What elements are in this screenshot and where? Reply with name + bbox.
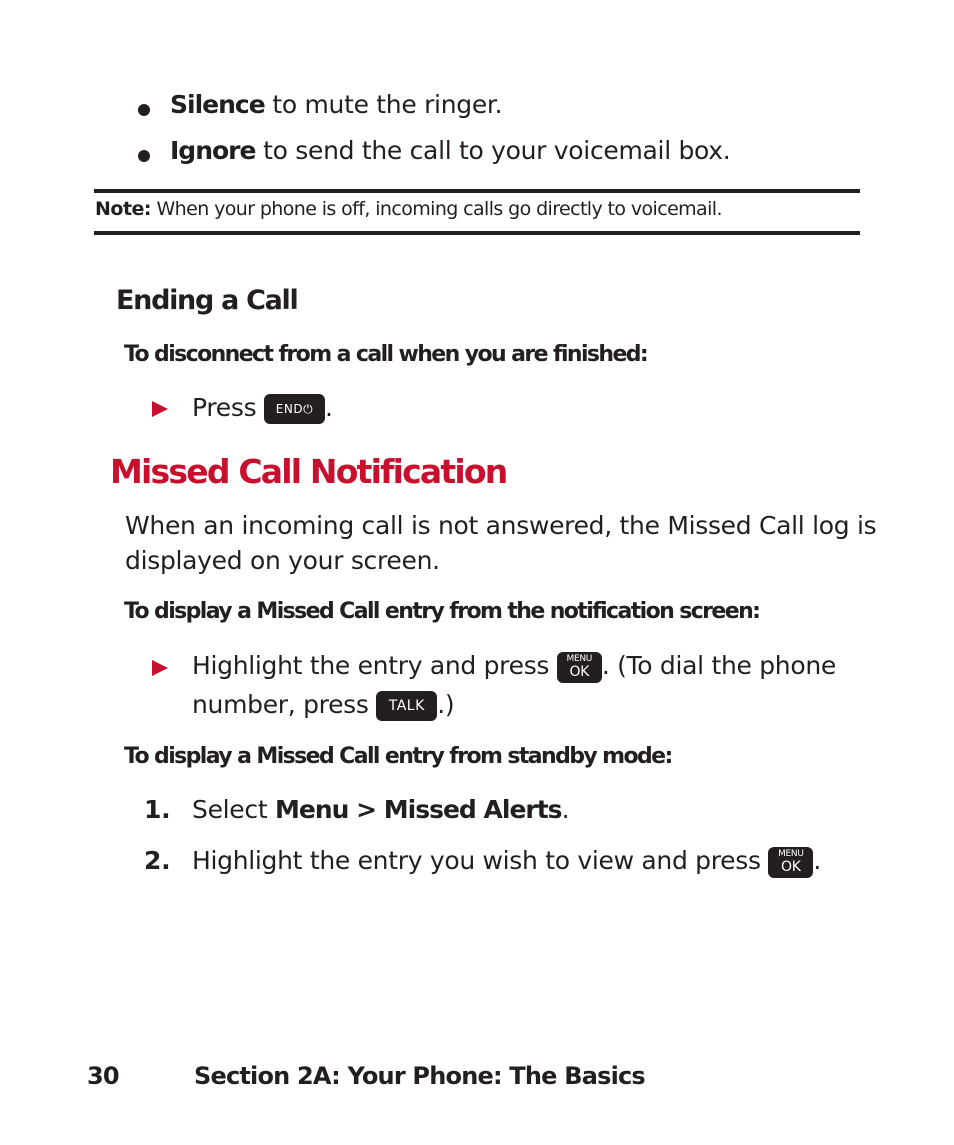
menu-ok-key-icon: MENU OK xyxy=(557,652,602,683)
highlight-view-prefix: Highlight the entry you wish to view and press xyxy=(192,846,761,875)
standby-mode-lead: To display a Missed Call entry from standby mode: xyxy=(124,744,672,769)
silence-label: Silence xyxy=(170,90,265,119)
note-bottom-rule xyxy=(94,231,860,235)
talk-step-suffix: .) xyxy=(437,690,455,719)
bullet-ignore xyxy=(170,136,730,165)
end-key-icon: END⏻ xyxy=(264,394,325,424)
note xyxy=(95,198,722,220)
bullet-silence xyxy=(170,90,502,119)
highlight-view-suffix: . xyxy=(813,846,822,875)
highlight-step-line1 xyxy=(192,651,836,683)
page-number: 30 xyxy=(87,1062,119,1090)
step-number: 1. xyxy=(144,795,171,824)
bullet-dot xyxy=(138,150,150,162)
missed-call-para-line2: displayed on your screen. xyxy=(125,546,440,575)
press-suffix: . xyxy=(324,393,333,422)
step-number: 2. xyxy=(144,846,171,875)
step-arrow-icon xyxy=(152,401,168,417)
note-top-rule xyxy=(94,189,860,193)
notification-screen-lead: To display a Missed Call entry from the notification screen: xyxy=(124,599,760,624)
step-arrow-icon xyxy=(152,660,168,676)
highlight-step-suffix: . (To dial the phone xyxy=(601,651,836,680)
ending-call-lead: To disconnect from a call when you are finished: xyxy=(124,342,648,367)
select-prefix: Select xyxy=(192,795,275,824)
talk-step-prefix: number, press xyxy=(192,690,369,719)
missed-call-heading: Missed Call Notification xyxy=(110,452,507,491)
ignore-label: Ignore xyxy=(170,136,256,165)
note-text: When your phone is off, incoming calls go directly to voicemail. xyxy=(156,198,722,220)
silence-text: to mute the ringer. xyxy=(264,90,503,119)
highlight-view-step xyxy=(192,846,821,878)
ending-call-heading: Ending a Call xyxy=(116,285,298,316)
bullet-dot xyxy=(138,104,150,116)
select-suffix: . xyxy=(561,795,570,824)
missed-call-para-line1: When an incoming call is not answered, the Missed Call log is xyxy=(125,511,877,540)
menu-ok-key-icon: MENU OK xyxy=(768,847,813,878)
press-end-step xyxy=(192,393,333,424)
ignore-text: to send the call to your voicemail box. xyxy=(255,136,731,165)
press-label: Press xyxy=(192,393,257,422)
section-title: Section 2A: Your Phone: The Basics xyxy=(194,1062,645,1090)
menu-path: Menu > Missed Alerts xyxy=(274,795,562,824)
talk-key-icon: TALK xyxy=(376,691,437,721)
note-label: Note: xyxy=(95,198,152,220)
highlight-step-line2 xyxy=(192,690,454,721)
select-menu-step xyxy=(192,795,569,824)
highlight-step-prefix: Highlight the entry and press xyxy=(192,651,550,680)
